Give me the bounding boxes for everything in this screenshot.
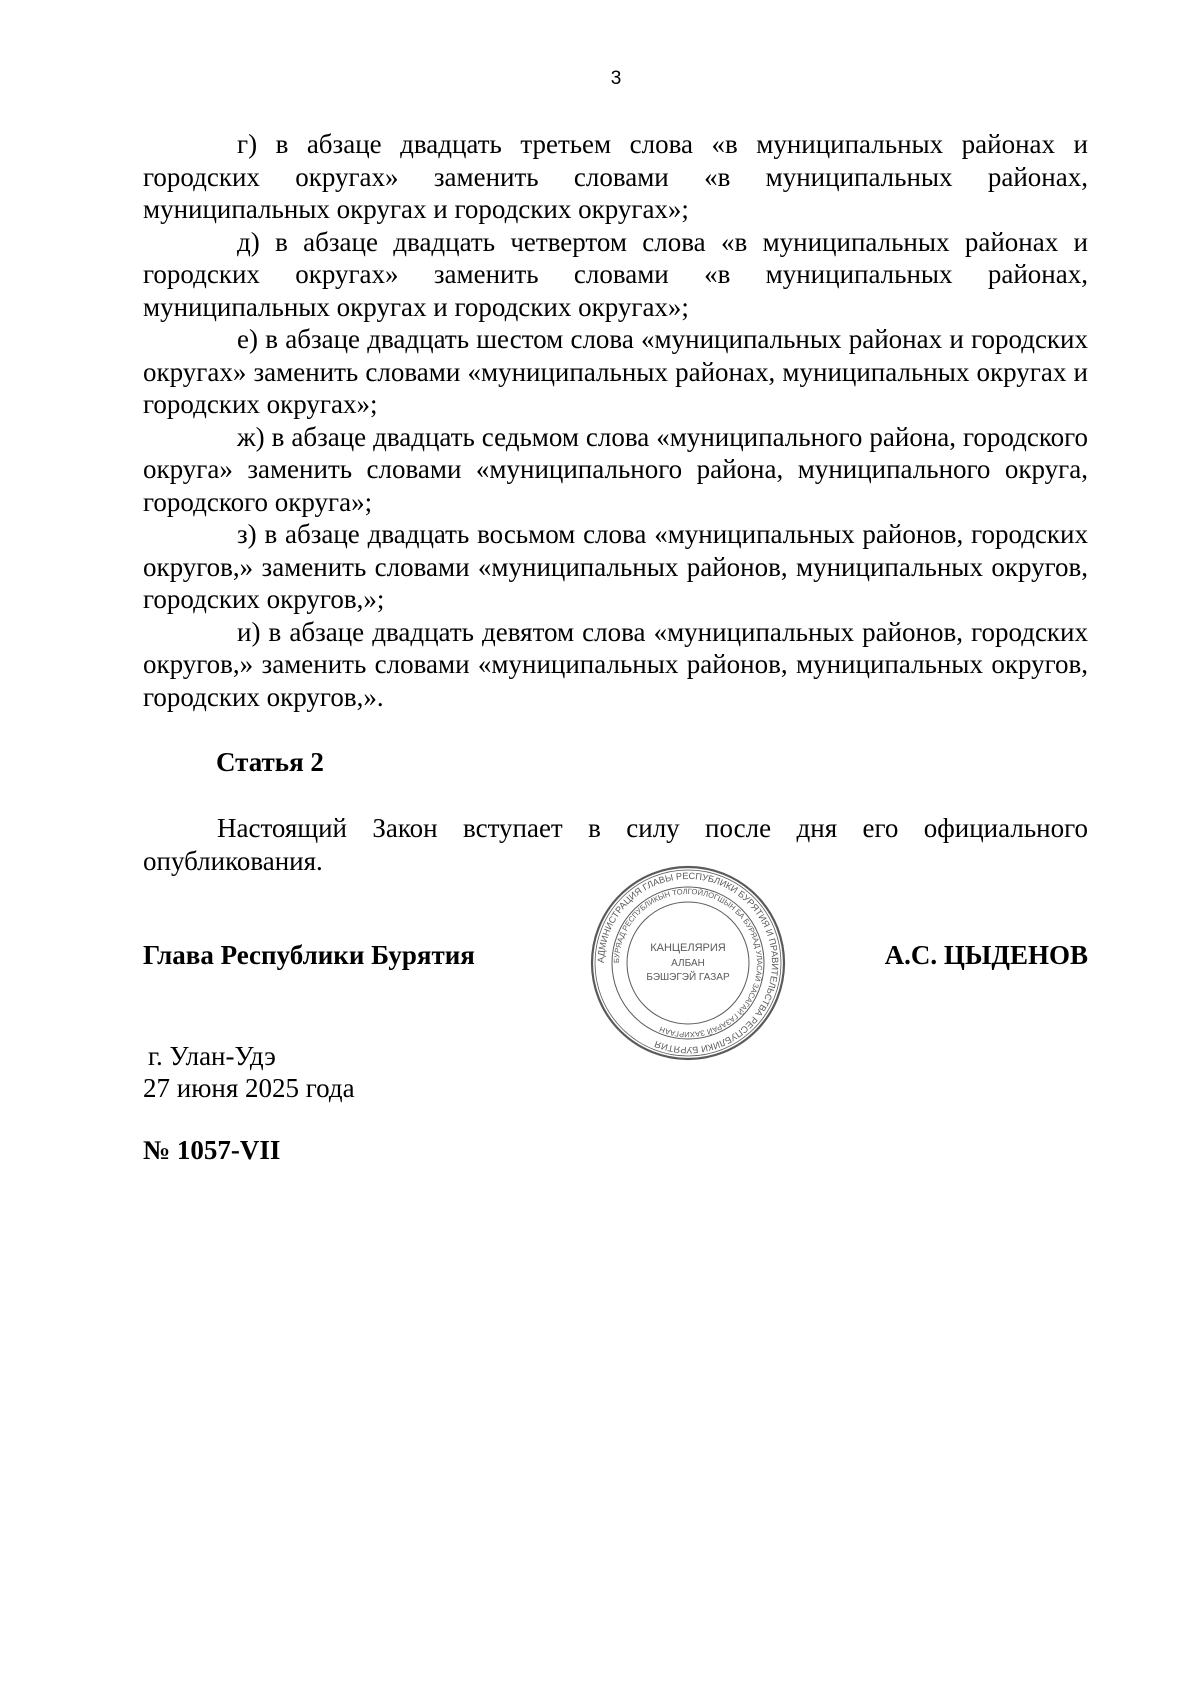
law-number: № 1057-VII (143, 1135, 281, 1165)
stamp-center-line-2: АЛБАН (671, 958, 705, 969)
paragraph-zh: ж) в абзаце двадцать седьмом слова «муниципального района, городского округа» заменить словами «муниципального района, муниципального округа, городского округа»; (143, 421, 1088, 517)
page-number: 3 (610, 68, 622, 89)
stamp-inner-ring-text: БУРЯАД РЕСПУБЛИКЫН ТОЛГОЙЛОГШЫН БА БУРЯАД УЛАСАЙ ЗАСАГАЙ ГАЗАРАЙ ЗАХИРГААН (611, 886, 765, 1040)
paragraph-e: е) в абзаце двадцать шестом слова «муниципальных районах и городских округах» заменить словами «муниципальных районах, муниципальных округах и городских округах»; (143, 324, 1088, 419)
article-text: Настоящий Закон вступает в силу после дня его официального опубликования. (143, 813, 1088, 876)
stamp-center-line-3: БЭШЭГЭЙ ГАЗАР (646, 972, 730, 983)
paragraph-z: з) в абзаце двадцать восьмом слова «муниципальных районов, городских округов,» заменить словами «муниципальных районов, муниципальных округов, городских округов,»; (143, 519, 1088, 614)
amendments-list (143, 128, 1088, 713)
signer-title: Глава Республики Бурятия (143, 940, 475, 970)
article-title: Статья 2 (216, 747, 324, 777)
stamp-ring-text: АДМИНИСТРАЦИЯ ГЛАВЫ РЕСПУБЛИКИ БУРЯТИЯ И ПРАВИТЕЛЬСТВА РЕСПУБЛИКИ БУРЯТИЯ (595, 870, 781, 1056)
signing-date: 27 июня 2025 года (143, 1073, 355, 1103)
signer-name: А.С. ЦЫДЕНОВ (884, 940, 1088, 970)
official-stamp (588, 863, 788, 1063)
city: г. Улан-Удэ (148, 1041, 276, 1071)
paragraph-i: и) в абзаце двадцать девятом слова «муниципальных районов, городских округов,» заменить словами «муниципальных районов, муниципальных округов, городских округов,». (143, 616, 1088, 712)
paragraph-g: г) в абзаце двадцать третьем слова «в муниципальных районах и городских округах» заменить словами «в муниципальных районах, муниципальных округах и городских округах»; (143, 129, 1088, 224)
paragraph-d: д) в абзаце двадцать четвертом слова «в муниципальных районах и городских округах» заменить словами «в муниципальных районах, муниципальных округах и городских округах»; (143, 226, 1088, 322)
stamp-center-line-1: КАНЦЕЛЯРИЯ (650, 942, 726, 954)
